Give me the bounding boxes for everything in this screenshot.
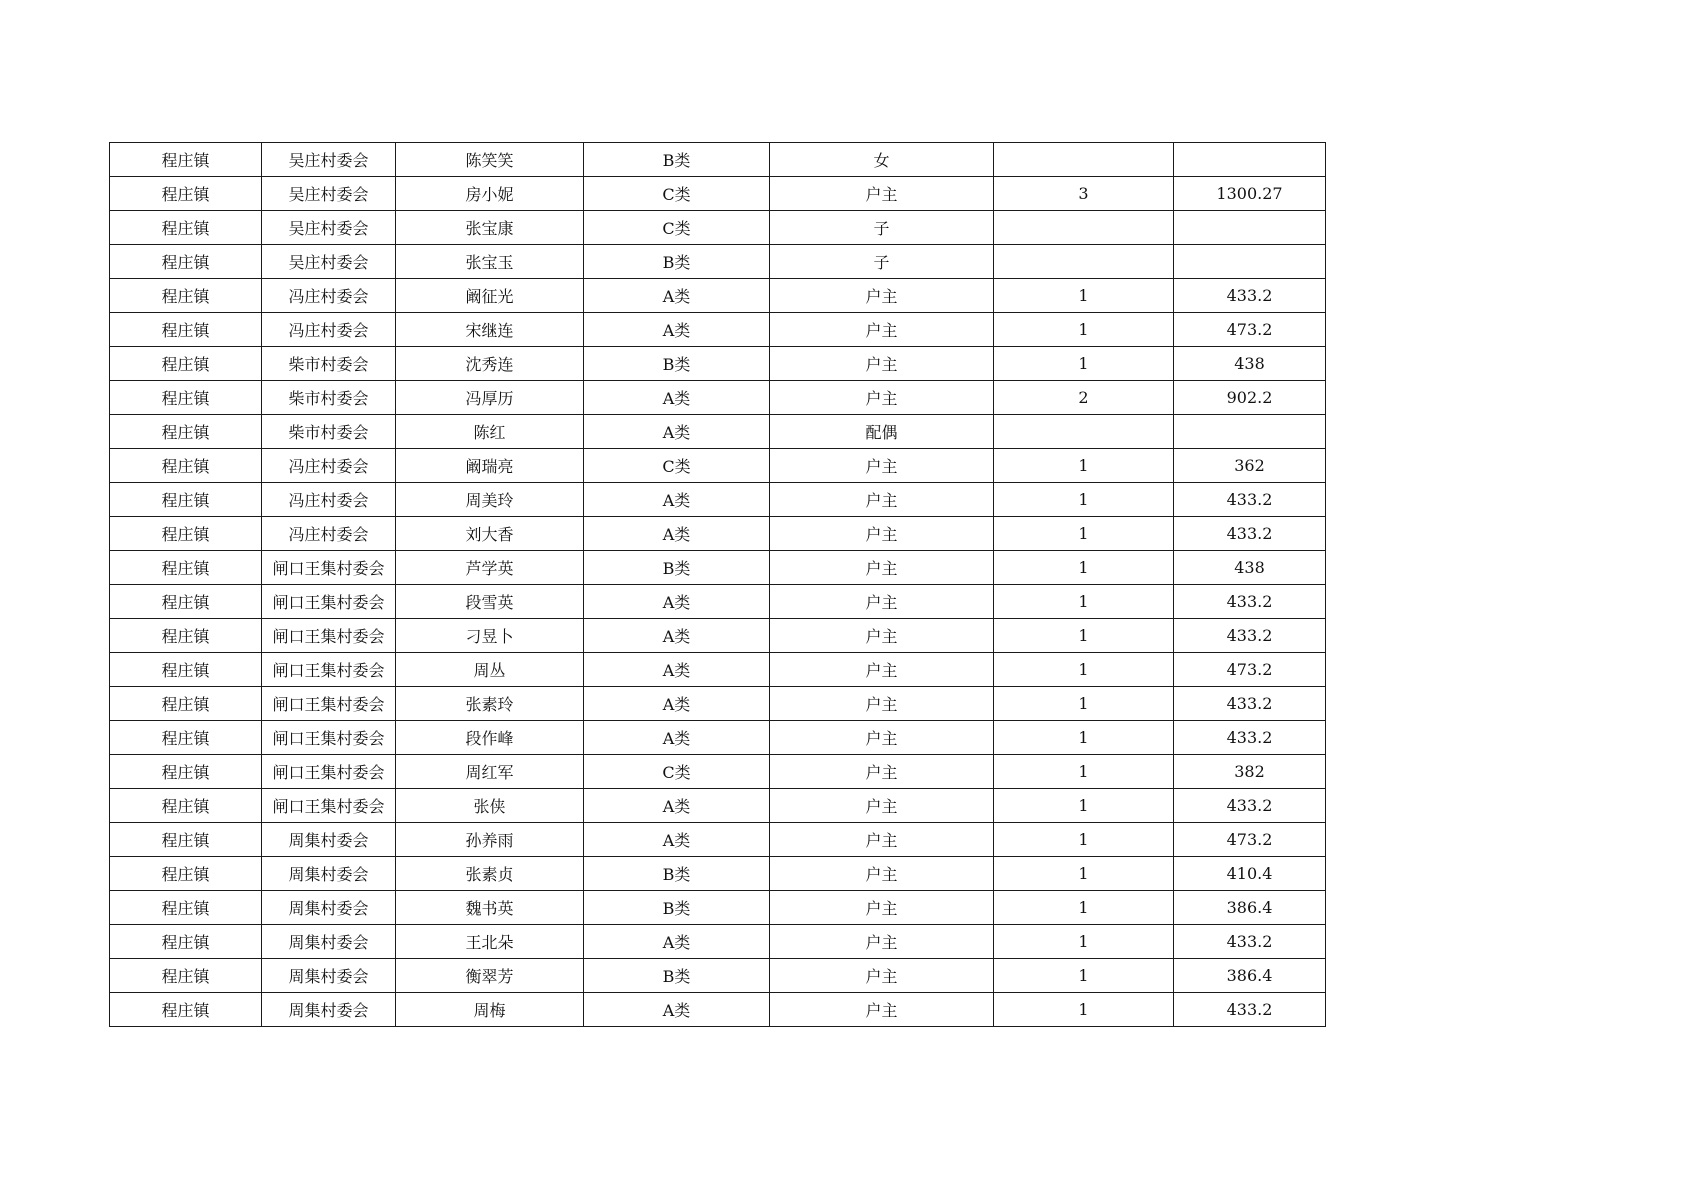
town-cell: 程庄镇	[110, 449, 262, 483]
household-size-cell: 2	[994, 381, 1174, 415]
name-cell: 冯厚历	[396, 381, 584, 415]
name-cell: 沈秀连	[396, 347, 584, 381]
village-committee-cell: 吴庄村委会	[262, 143, 396, 177]
household-size-cell: 1	[994, 279, 1174, 313]
name-cell: 张素玲	[396, 687, 584, 721]
village-committee-cell: 冯庄村委会	[262, 517, 396, 551]
table-row	[110, 823, 1326, 857]
name-cell: 段雪英	[396, 585, 584, 619]
name-cell: 刁昱卜	[396, 619, 584, 653]
category-cell: A类	[584, 619, 770, 653]
amount-cell: 410.4	[1174, 857, 1326, 891]
category-cell: C类	[584, 211, 770, 245]
name-cell: 张素贞	[396, 857, 584, 891]
table-row	[110, 245, 1326, 279]
relation-cell: 户主	[770, 585, 994, 619]
village-committee-cell: 周集村委会	[262, 959, 396, 993]
name-cell: 张宝康	[396, 211, 584, 245]
household-size-cell: 1	[994, 619, 1174, 653]
household-size-cell: 1	[994, 721, 1174, 755]
amount-cell: 438	[1174, 347, 1326, 381]
town-cell: 程庄镇	[110, 551, 262, 585]
name-cell: 张宝玉	[396, 245, 584, 279]
name-cell: 孙养雨	[396, 823, 584, 857]
table-row	[110, 415, 1326, 449]
name-cell: 周梅	[396, 993, 584, 1027]
amount-cell: 433.2	[1174, 517, 1326, 551]
category-cell: B类	[584, 143, 770, 177]
amount-cell: 433.2	[1174, 925, 1326, 959]
name-cell: 张侠	[396, 789, 584, 823]
table-row	[110, 891, 1326, 925]
town-cell: 程庄镇	[110, 721, 262, 755]
relation-cell: 户主	[770, 551, 994, 585]
amount-cell: 386.4	[1174, 959, 1326, 993]
category-cell: A类	[584, 517, 770, 551]
amount-cell: 433.2	[1174, 619, 1326, 653]
category-cell: A类	[584, 585, 770, 619]
household-size-cell: 1	[994, 789, 1174, 823]
category-cell: A类	[584, 313, 770, 347]
amount-cell: 433.2	[1174, 279, 1326, 313]
relation-cell: 户主	[770, 449, 994, 483]
town-cell: 程庄镇	[110, 687, 262, 721]
relation-cell: 子	[770, 245, 994, 279]
table-row	[110, 551, 1326, 585]
amount-cell: 433.2	[1174, 687, 1326, 721]
village-committee-cell: 冯庄村委会	[262, 483, 396, 517]
village-committee-cell: 吴庄村委会	[262, 245, 396, 279]
name-cell: 房小妮	[396, 177, 584, 211]
household-size-cell	[994, 143, 1174, 177]
table-row	[110, 653, 1326, 687]
village-committee-cell: 闸口王集村委会	[262, 551, 396, 585]
town-cell: 程庄镇	[110, 143, 262, 177]
amount-cell: 473.2	[1174, 823, 1326, 857]
name-cell: 衡翠芳	[396, 959, 584, 993]
household-size-cell	[994, 211, 1174, 245]
name-cell: 王北朵	[396, 925, 584, 959]
table-row	[110, 857, 1326, 891]
town-cell: 程庄镇	[110, 619, 262, 653]
beneficiary-table	[109, 142, 1326, 1027]
town-cell: 程庄镇	[110, 959, 262, 993]
category-cell: B类	[584, 891, 770, 925]
table-row	[110, 313, 1326, 347]
household-size-cell: 1	[994, 313, 1174, 347]
table-row	[110, 959, 1326, 993]
household-size-cell: 1	[994, 347, 1174, 381]
category-cell: A类	[584, 823, 770, 857]
name-cell: 段作峰	[396, 721, 584, 755]
village-committee-cell: 冯庄村委会	[262, 313, 396, 347]
category-cell: A类	[584, 381, 770, 415]
relation-cell: 户主	[770, 653, 994, 687]
town-cell: 程庄镇	[110, 755, 262, 789]
category-cell: A类	[584, 653, 770, 687]
relation-cell: 户主	[770, 687, 994, 721]
amount-cell: 433.2	[1174, 483, 1326, 517]
town-cell: 程庄镇	[110, 245, 262, 279]
village-committee-cell: 冯庄村委会	[262, 449, 396, 483]
amount-cell: 433.2	[1174, 585, 1326, 619]
town-cell: 程庄镇	[110, 279, 262, 313]
table-row	[110, 755, 1326, 789]
household-size-cell: 1	[994, 755, 1174, 789]
town-cell: 程庄镇	[110, 347, 262, 381]
name-cell: 宋继连	[396, 313, 584, 347]
amount-cell: 386.4	[1174, 891, 1326, 925]
town-cell: 程庄镇	[110, 381, 262, 415]
amount-cell: 362	[1174, 449, 1326, 483]
category-cell: A类	[584, 721, 770, 755]
amount-cell: 473.2	[1174, 313, 1326, 347]
table-row	[110, 789, 1326, 823]
town-cell: 程庄镇	[110, 891, 262, 925]
household-size-cell: 1	[994, 585, 1174, 619]
table-row	[110, 993, 1326, 1027]
table-row	[110, 483, 1326, 517]
household-size-cell: 3	[994, 177, 1174, 211]
name-cell: 阚瑞亮	[396, 449, 584, 483]
relation-cell: 户主	[770, 891, 994, 925]
category-cell: A类	[584, 687, 770, 721]
name-cell: 周丛	[396, 653, 584, 687]
household-size-cell: 1	[994, 857, 1174, 891]
town-cell: 程庄镇	[110, 483, 262, 517]
table-row	[110, 585, 1326, 619]
relation-cell: 户主	[770, 177, 994, 211]
village-committee-cell: 柴市村委会	[262, 415, 396, 449]
amount-cell: 382	[1174, 755, 1326, 789]
name-cell: 周美玲	[396, 483, 584, 517]
table-body	[110, 143, 1326, 1027]
town-cell: 程庄镇	[110, 993, 262, 1027]
village-committee-cell: 闸口王集村委会	[262, 755, 396, 789]
town-cell: 程庄镇	[110, 211, 262, 245]
relation-cell: 户主	[770, 721, 994, 755]
household-size-cell: 1	[994, 653, 1174, 687]
relation-cell: 户主	[770, 279, 994, 313]
household-size-cell: 1	[994, 687, 1174, 721]
household-size-cell: 1	[994, 449, 1174, 483]
name-cell: 周红军	[396, 755, 584, 789]
amount-cell	[1174, 245, 1326, 279]
relation-cell: 户主	[770, 619, 994, 653]
village-committee-cell: 周集村委会	[262, 925, 396, 959]
village-committee-cell: 吴庄村委会	[262, 177, 396, 211]
relation-cell: 子	[770, 211, 994, 245]
town-cell: 程庄镇	[110, 585, 262, 619]
relation-cell: 配偶	[770, 415, 994, 449]
amount-cell	[1174, 143, 1326, 177]
table-row	[110, 721, 1326, 755]
village-committee-cell: 闸口王集村委会	[262, 619, 396, 653]
category-cell: A类	[584, 789, 770, 823]
relation-cell: 户主	[770, 347, 994, 381]
table-row	[110, 925, 1326, 959]
village-committee-cell: 周集村委会	[262, 993, 396, 1027]
relation-cell: 户主	[770, 789, 994, 823]
table-row	[110, 619, 1326, 653]
category-cell: B类	[584, 245, 770, 279]
relation-cell: 户主	[770, 959, 994, 993]
household-size-cell: 1	[994, 891, 1174, 925]
category-cell: A类	[584, 279, 770, 313]
amount-cell: 433.2	[1174, 789, 1326, 823]
village-committee-cell: 闸口王集村委会	[262, 653, 396, 687]
name-cell: 陈笑笑	[396, 143, 584, 177]
town-cell: 程庄镇	[110, 857, 262, 891]
category-cell: C类	[584, 449, 770, 483]
village-committee-cell: 闸口王集村委会	[262, 789, 396, 823]
category-cell: C类	[584, 755, 770, 789]
amount-cell	[1174, 415, 1326, 449]
amount-cell	[1174, 211, 1326, 245]
table-row	[110, 381, 1326, 415]
category-cell: A类	[584, 993, 770, 1027]
table-row	[110, 687, 1326, 721]
town-cell: 程庄镇	[110, 415, 262, 449]
name-cell: 芦学英	[396, 551, 584, 585]
household-size-cell: 1	[994, 483, 1174, 517]
table-row	[110, 347, 1326, 381]
relation-cell: 户主	[770, 755, 994, 789]
town-cell: 程庄镇	[110, 177, 262, 211]
relation-cell: 户主	[770, 823, 994, 857]
relation-cell: 户主	[770, 925, 994, 959]
village-committee-cell: 闸口王集村委会	[262, 687, 396, 721]
category-cell: B类	[584, 551, 770, 585]
town-cell: 程庄镇	[110, 517, 262, 551]
village-committee-cell: 闸口王集村委会	[262, 721, 396, 755]
document-page	[109, 142, 1326, 1027]
amount-cell: 438	[1174, 551, 1326, 585]
household-size-cell: 1	[994, 925, 1174, 959]
amount-cell: 902.2	[1174, 381, 1326, 415]
village-committee-cell: 周集村委会	[262, 823, 396, 857]
town-cell: 程庄镇	[110, 313, 262, 347]
household-size-cell: 1	[994, 517, 1174, 551]
household-size-cell: 1	[994, 993, 1174, 1027]
category-cell: B类	[584, 959, 770, 993]
category-cell: A类	[584, 483, 770, 517]
name-cell: 陈红	[396, 415, 584, 449]
table-row	[110, 279, 1326, 313]
relation-cell: 户主	[770, 381, 994, 415]
village-committee-cell: 吴庄村委会	[262, 211, 396, 245]
relation-cell: 户主	[770, 857, 994, 891]
name-cell: 刘大香	[396, 517, 584, 551]
village-committee-cell: 柴市村委会	[262, 381, 396, 415]
category-cell: C类	[584, 177, 770, 211]
amount-cell: 473.2	[1174, 653, 1326, 687]
relation-cell: 户主	[770, 517, 994, 551]
household-size-cell: 1	[994, 823, 1174, 857]
town-cell: 程庄镇	[110, 789, 262, 823]
name-cell: 阚征光	[396, 279, 584, 313]
category-cell: A类	[584, 925, 770, 959]
household-size-cell	[994, 415, 1174, 449]
village-committee-cell: 周集村委会	[262, 891, 396, 925]
amount-cell: 433.2	[1174, 721, 1326, 755]
village-committee-cell: 冯庄村委会	[262, 279, 396, 313]
household-size-cell: 1	[994, 551, 1174, 585]
amount-cell: 1300.27	[1174, 177, 1326, 211]
household-size-cell: 1	[994, 959, 1174, 993]
category-cell: A类	[584, 415, 770, 449]
relation-cell: 户主	[770, 313, 994, 347]
town-cell: 程庄镇	[110, 823, 262, 857]
category-cell: B类	[584, 347, 770, 381]
relation-cell: 女	[770, 143, 994, 177]
amount-cell: 433.2	[1174, 993, 1326, 1027]
town-cell: 程庄镇	[110, 925, 262, 959]
village-committee-cell: 柴市村委会	[262, 347, 396, 381]
table-row	[110, 211, 1326, 245]
relation-cell: 户主	[770, 483, 994, 517]
category-cell: B类	[584, 857, 770, 891]
village-committee-cell: 闸口王集村委会	[262, 585, 396, 619]
table-row	[110, 449, 1326, 483]
name-cell: 魏书英	[396, 891, 584, 925]
household-size-cell	[994, 245, 1174, 279]
table-row	[110, 517, 1326, 551]
village-committee-cell: 周集村委会	[262, 857, 396, 891]
table-row	[110, 143, 1326, 177]
table-row	[110, 177, 1326, 211]
town-cell: 程庄镇	[110, 653, 262, 687]
relation-cell: 户主	[770, 993, 994, 1027]
